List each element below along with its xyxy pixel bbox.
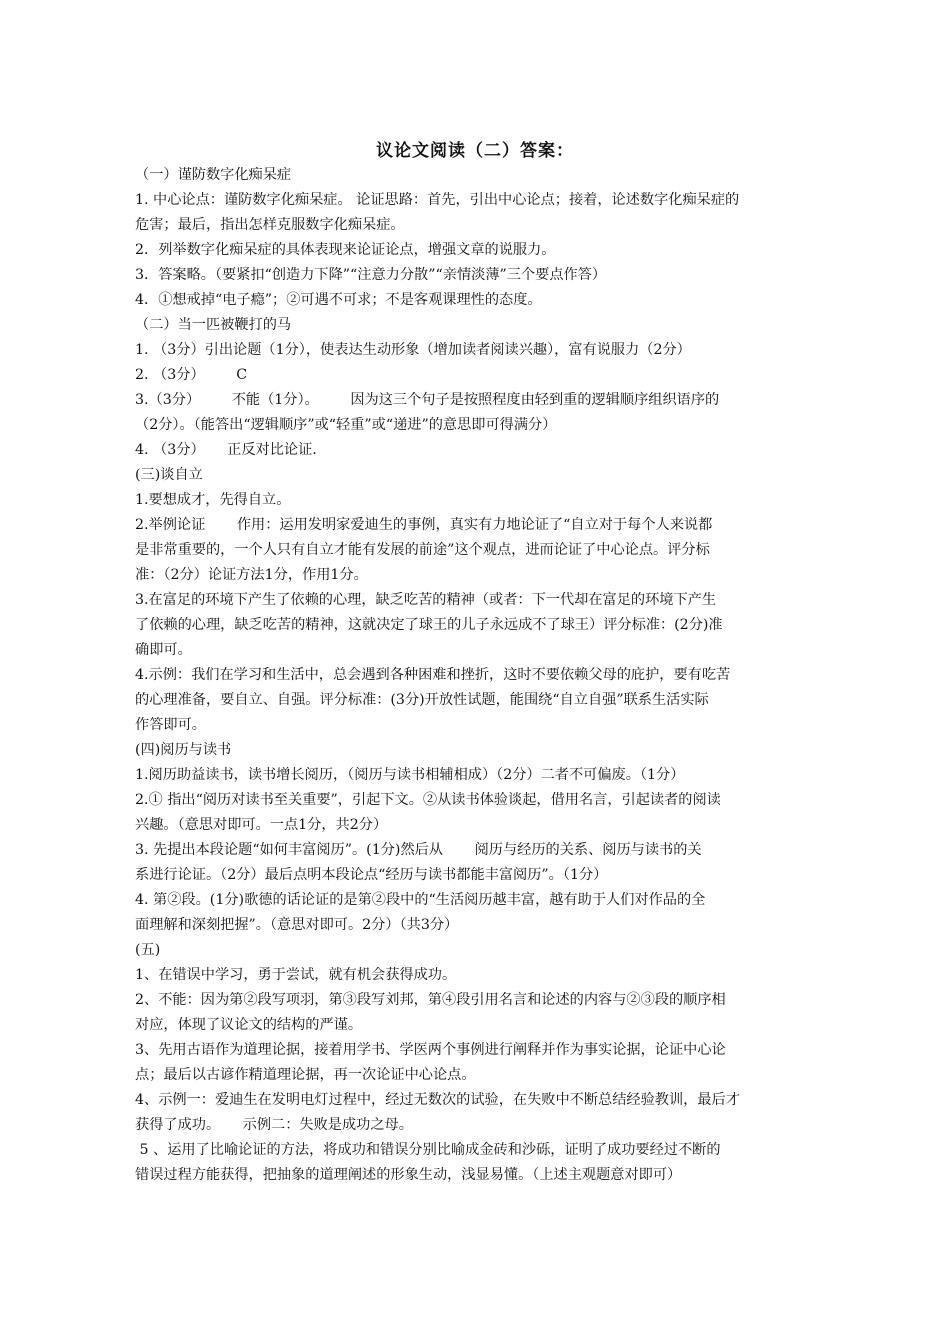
- text-line: 系进行论证。（2分）最后点明本段论点“经历与读书都能丰富阅历”。（1分）: [135, 867, 608, 883]
- text-line: 2. （3分） C: [135, 367, 248, 383]
- text-line: 危害；最后，指出怎样克服数字化痴呆症。: [135, 217, 405, 233]
- text-line: 4. 第②段。(1分)歌德的话论证的是第②段中的“生活阅历越丰富，越有助于人们对作品的全: [135, 892, 706, 908]
- text-line: 2．列举数字化痴呆症的具体表现来论证论点，增强文章的说服力。: [135, 242, 556, 258]
- document-body: [135, 163, 819, 1188]
- text-line: 2、不能：因为第②段写项羽，第③段写刘邦，第④段引用名言和论述的内容与②③段的顺序相: [135, 992, 726, 1008]
- text-line: 2.① 指出“阅历对读书至关重要”，引起下文。②从读书体验谈起，借用名言，引起读者的阅读: [135, 792, 721, 808]
- text-line: 对应，体现了议论文的结构的严谨。: [135, 1017, 363, 1033]
- text-line: 4.示例：我们在学习和生活中，总会遇到各种困难和挫折，这时不要依赖父母的庇护，要有吃苦: [135, 667, 731, 683]
- text-line: 1. 中心论点：谨防数字化痴呆症。 论证思路：首先，引出中心论点；接着，论述数字化痴呆症的: [135, 192, 740, 208]
- text-line: 3、先用古语作为道理论据，接着用学书、学医两个事例进行阐释并作为事实论据，论证中心论: [135, 1042, 726, 1058]
- text-line: 3．答案略。（要紧扣“创造力下降”“注意力分散”“亲情淡薄”三个要点作答）: [135, 267, 607, 283]
- text-line: 获得了成功。 示例二：失败是成功之母。: [135, 1117, 413, 1133]
- text-line: (三)谈自立: [135, 467, 203, 483]
- text-line: 是非常重要的，一个人只有自立才能有发展的前途”这个观点，进而论证了中心论点。评分标: [135, 542, 710, 558]
- text-line: 1.要想成才，先得自立。: [135, 492, 291, 508]
- text-line: 5 、运用了比喻论证的方法，将成功和错误分别比喻成金砖和沙砾，证明了成功要经过不断的: [135, 1142, 721, 1158]
- text-line: （2分）。（能答出“逻辑顺序”或“轻重”或“递进”的意思即可得满分）: [135, 417, 557, 433]
- text-line: 兴趣。（意思对即可。一点1分，共2分）: [135, 817, 388, 833]
- text-line: 了依赖的心理，缺乏吃苦的精神，这就决定了球王的儿子永远成不了球王）评分标准：(2分)准: [135, 617, 723, 633]
- text-line: 1.阅历助益读书，读书增长阅历，（阅历与读书相辅相成）（2分）二者不可偏废。（1分）: [135, 767, 685, 783]
- text-line: 4．①想戒掉“电子瘾”；②可遇不可求；不是客观课理性的态度。: [135, 292, 542, 308]
- text-line: 4、示例一：爱迪生在发明电灯过程中，经过无数次的试验，在失败中不断总结经验教训，最后才: [135, 1092, 740, 1108]
- text-line: 确即可。: [135, 642, 192, 658]
- text-line: （一）谨防数字化痴呆症: [135, 167, 292, 183]
- text-line: 1、在错误中学习，勇于尝试，就有机会获得成功。: [135, 967, 457, 983]
- text-line: 2.举例论证 作用：运用发明家爱迪生的事例，真实有力地论证了“自立对于每个人来说都: [135, 517, 713, 533]
- text-line: 准：（2分）论证方法1分，作用1分。: [135, 567, 368, 583]
- text-line: (四)阅历与读书: [135, 742, 232, 758]
- text-line: 1. （3分）引出论题（1分），使表达生动形象（增加读者阅读兴趣），富有说服力（2分）: [135, 342, 691, 358]
- text-line: 作答即可。: [135, 717, 206, 733]
- text-line: 3. 先提出本段论题“如何丰富阅历”。(1分)然后从 阅历与经历的关系、阅历与读书的关: [135, 842, 702, 858]
- text-line: 3.（3分） 不能（1分）。 因为这三个句子是按照程度由轻到重的逻辑顺序组织语序的: [135, 392, 720, 408]
- text-line: 点；最后以古谚作精道理论据，再一次论证中心论点。: [135, 1067, 476, 1083]
- text-line: 错误过程方能获得，把抽象的道理阐述的形象生动，浅显易懂。（上述主观题意对即可）: [135, 1167, 682, 1183]
- text-line: (五): [135, 942, 161, 958]
- text-line: （二）当一匹被鞭打的马: [135, 317, 292, 333]
- document-title: 议论文阅读（二）答案：: [376, 141, 574, 161]
- text-line: 4. （3分） 正反对比论证.: [135, 442, 317, 458]
- text-line: 的心理准备，要自立、自强。评分标准：(3分)开放性试题，能围绕“自立自强”联系生活实际: [135, 692, 709, 708]
- text-line: 3.在富足的环境下产生了依赖的心理，缺乏吃苦的精神（或者：下一代却在富足的环境下产生: [135, 592, 717, 608]
- text-line: 面理解和深刻把握”。（意思对即可。2分）（共3分）: [135, 917, 459, 933]
